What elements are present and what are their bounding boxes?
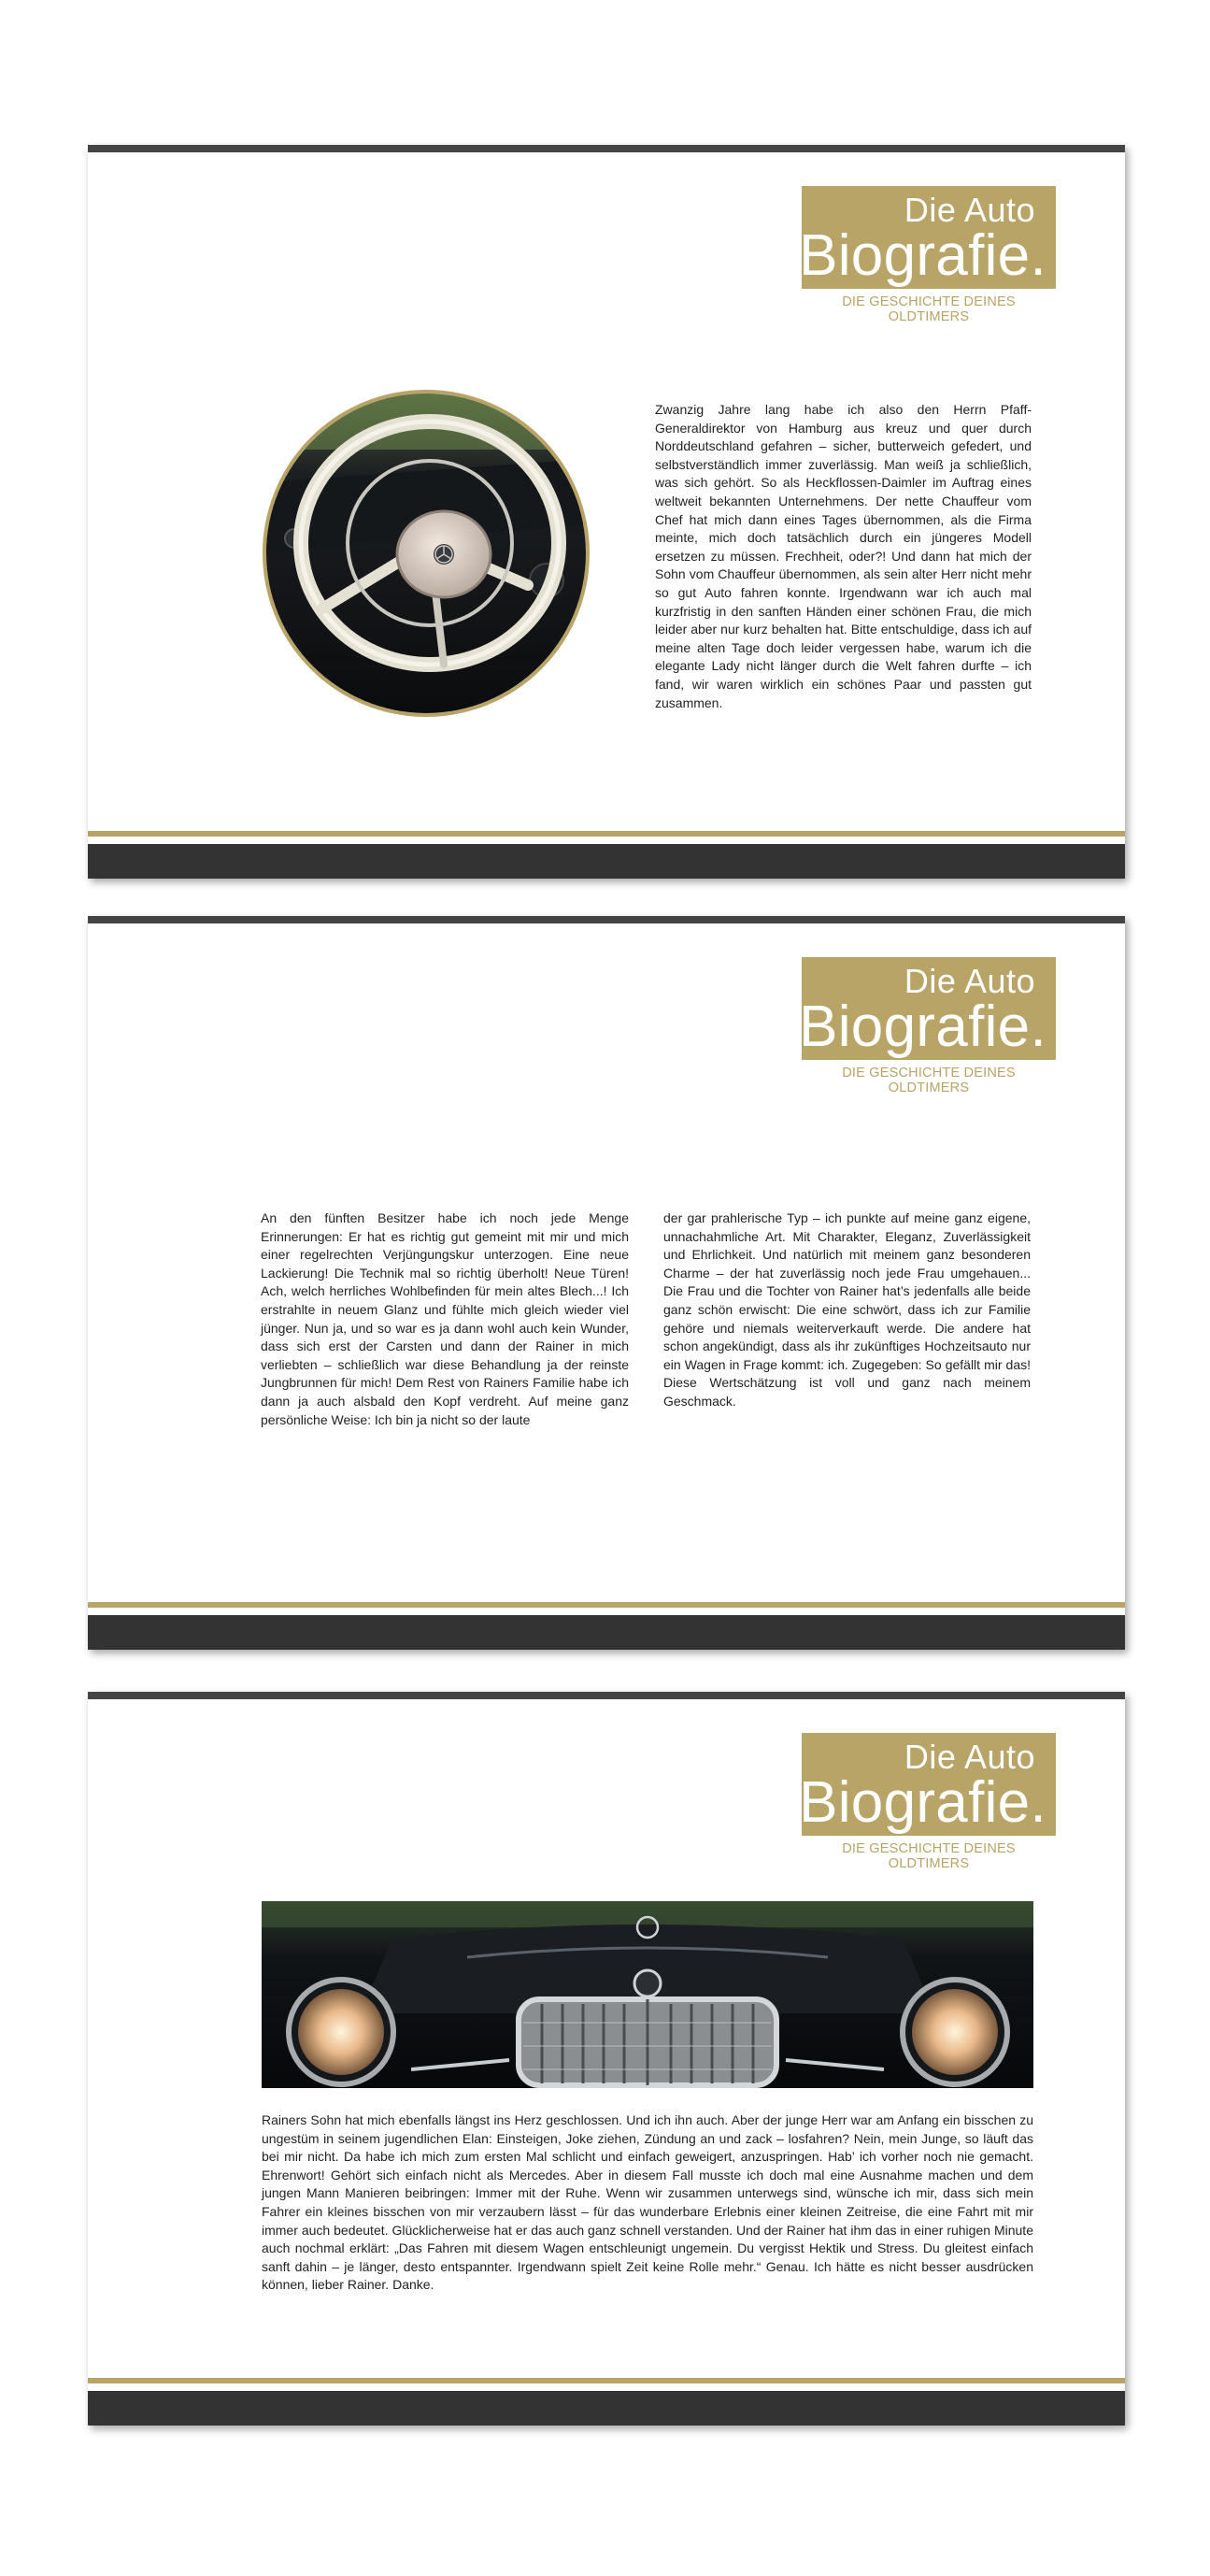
story-text-1: Zwanzig Jahre lang habe ich also den Herrn Pfaff-Generaldirektor von Hamburg aus kreuz und quer durch Norddeutschland gefahren – sicher, butterweich gefedert, und selbstverständlich immer zuverlässig. Man weiß ja schließlich, was sich gehört. So als Heckflossen-Daimler im Auftrag eines weltweit bekannten Unternehmens. Der nette Chauffeur vom Chef hat mich dann eines Tages übernommen, als die Firma meinte, mich doch tatsächlich durch ein jüngeres Modell ersetzen zu müssen. Frechheit, oder?! Und dann hat mich der Sohn vom Chauffeur übernommen, als sein alter Herr nicht mehr so gut Auto fahren konnte. Irgendwann war ich auch mal kurzfristig in den sanften Händen einer schönen Frau, die mich leider aber nur kurz behalten hat. Bitte entschuldige, dass ich auf meine alten Tage doch leider vergessen habe, warum ich die elegante Lady nicht länger durch die Welt fahren durfte – ich fand, wir waren wirklich ein schönes Paar und passten gut zusammen. [655,402,1032,710]
car-front-illustration [262,1901,1033,2088]
gold-rule [88,2378,1125,2383]
page-3 [88,1692,1125,2426]
brand-tagline: DIE GESCHICHTE DEINES OLDTIMERS [842,1066,1016,1095]
story-text-3: Rainers Sohn hat mich ebenfalls längst ins Herz geschlossen. Und ich ihn auch. Aber der junge Herr war am Anfang ein bisschen zu ungestüm in seinem jugendlichen Elan: Einsteigen, Joke ziehen, Zündung an und zack – losfahren? Nein, mein Junge, so läuft das bei mir nicht. Da habe ich mich zum ersten Mal schlicht und einfach geweigert, anzuspringen. Hab’ ich vorher noch nie gemacht. Ehrenwort! Gehört sich einfach nicht als Mercedes. Aber in diesem Fall musste ich doch mal eine Ausnahme machen und dem jungen Mann Manieren beibringen: Immer mit der Ruhe. Wenn wir zusammen unterwegs sind, wünsche ich mir, dass sich mein Fahrer ein kleines bisschen von mir verzaubern lässt – für das wunderbare Erlebnis einer kleinen Zeitreise, die eine Fahrt mit mir immer auch bedeutet. Glücklicherweise hat er das auch ganz schnell verstanden. Und der Rainer hat ihm das in einer ruhigen Minute auch nochmal erklärt: „Das Fahren mit diesem Wagen entschleunigt ungemein. Du vergisst Hektik und Stress. Du gleitest einfach sanft dahin – je länger, desto entspannter. Irgendwann spielt Zeit keine Rolle mehr.“ Genau. Ich hätte es nicht besser ausdrücken können, lieber Rainer. Danke. [262,2112,1033,2293]
story-text-2-right: der gar prahlerische Typ – ich punkte auf meine ganz eigene, unnachahmliche Art. Mit Charakter, Eleganz, Zuverlässigkeit und Ehrlichkeit. Und natürlich mit meinem ganz besonderen Charme – der hat zuverlässig noch jede Frau umgehauen... Die Frau und die Tochter von Rainer hat’s jedenfalls alle beide ganz schön erwischt: Die eine schwört, dass ich zur Familie gehöre und niemals weiterverkauft werde. Die andere hat schon angekündigt, dass als ihr zukünftiges Hochzeitsauto nur ein Wagen in Frage kommt: ich. Zugegeben: So gefällt mir das! Diese Wertschätzung ist voll und ganz nach meinem Geschmack. [663,1210,1031,1409]
steering-wheel-photo [263,390,590,717]
gold-rule [88,831,1125,837]
brand-logo-line2: Biografie. [799,223,1046,288]
footer-bar [88,1615,1125,1650]
car-front-photo [262,1901,1033,2088]
page-1 [88,145,1125,879]
brand-logo [799,957,1056,1060]
steering-wheel-illustration [266,394,586,713]
brand-logo-line2: Biografie. [799,1770,1046,1835]
story-text-2-left: An den fünften Besitzer habe ich noch jede Menge Erinnerungen: Er hat es richtig gut gemeint mit mir und mich einer regelrechten Verjüngungskur unterzogen. Eine neue Lackierung! Die Technik mal so richtig überholt! Neue Türen! Ach, welch herrliches Wohlbefinden für mein altes Blech...! Ich erstrahlte in neuem Glanz und fühlte mich gleich wieder viel jünger. Nun ja, und so war es ja dann wohl auch kein Wunder, dass sich erst der Carsten und dann der Rainer in mich verliebten – schließlich war diese Behandlung ja der reinste Jungbrunnen für mich! Dem Rest von Rainers Familie habe ich dann ja auch alsbald den Kopf verdreht. Auf meine ganz persönliche Weise: Ich bin ja nicht so der laute [261,1210,629,1427]
brand-logo-line1: Die Auto [904,1738,1035,1776]
footer-bar [88,844,1125,879]
page-2 [88,916,1125,1650]
brand-logo [799,186,1056,289]
brand-logo-line1: Die Auto [904,962,1035,1000]
brand-logo-line2: Biografie. [799,995,1046,1059]
brand-tagline: DIE GESCHICHTE DEINES OLDTIMERS [842,294,1016,324]
brand-tagline: DIE GESCHICHTE DEINES OLDTIMERS [842,1841,1016,1871]
brand-logo [799,1733,1056,1836]
brand-logo-line1: Die Auto [904,191,1035,229]
gold-rule [88,1602,1125,1608]
footer-bar [88,2391,1125,2426]
